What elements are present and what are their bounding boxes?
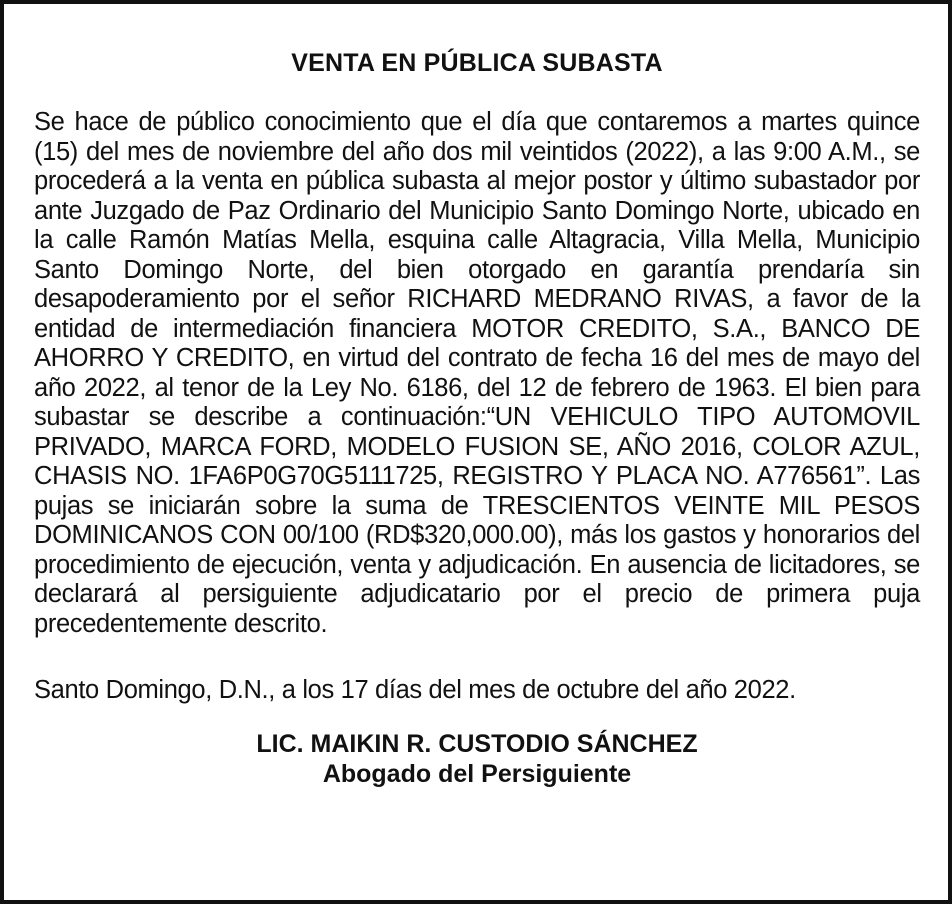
notice-closing: Santo Domingo, D.N., a los 17 días del mes de octubre del año 2022. (34, 676, 796, 704)
signer-role: Abogado del Persiguiente (322, 760, 632, 788)
notice-title: VENTA EN PÚBLICA SUBASTA (291, 49, 663, 77)
signature-block (34, 729, 920, 789)
notice-body: Se hace de público conocimiento que el día que contaremos a martes quince (15) del mes de noviembre del año dos mil veintidos (2022), a las 9:00 A.M., se procederá a la venta en pública subasta al mejor postor y último subastador por ante Juzgado de Paz Ordinario del Municipio Santo Domingo Norte, ubicado en la calle Ramón Matías Mella, esquina calle Altagracia, Villa Mella, Municipio Santo Domingo Norte, del bien otorgado en garantía prendaría sin desapoderamiento por el señor RICHARD MEDRANO RIVAS, a favor de la entidad de intermediación financiera MOTOR CREDITO, S.A., BANCO DE AHORRO Y CREDITO, en virtud del contrato de fecha 16 del mes de mayo del año 2022, al tenor de la Ley No. 6186, del 12 de febrero de 1963. El bien para subastar se describe a continuación:“UN VEHICULO TIPO AUTOMOVIL PRIVADO, MARCA FORD, MODELO FUSION SE, AÑO 2016, COLOR AZUL, CHASIS NO. 1FA6P0G70G5111725, REGISTRO Y PLACA NO. A776561”. Las pujas se iniciarán sobre la suma de TRESCIENTOS VEINTE MIL PESOS DOMINICANOS CON 00/100 (RD$320,000.00), más los gastos y honorarios del procedimiento de ejecución, venta y adjudicación. En ausencia de licitadores, se declarará al persiguiente adjudicatario por el precio de primera puja precedentemente descrito. (34, 108, 920, 638)
signer-name: LIC. MAIKIN R. CUSTODIO SÁNCHEZ (256, 730, 698, 758)
